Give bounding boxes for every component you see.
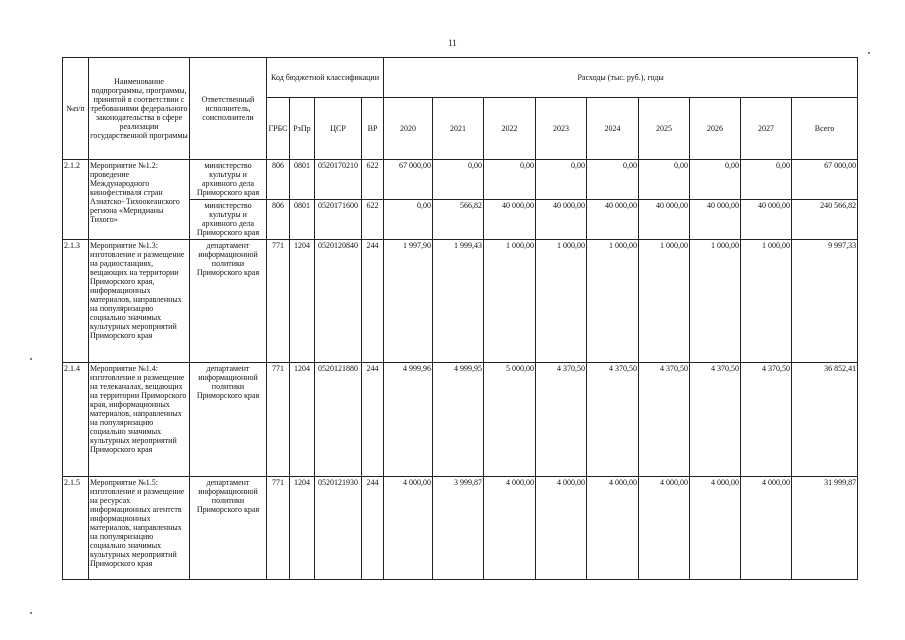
header-grbs: ГРБС [267,98,290,160]
row-value: 40 000,00 [639,200,690,240]
row-value: 4 370,50 [536,363,587,477]
row-value: 0,00 [484,160,536,200]
row-name: Мероприятие №1.3: изготовление и размещение на радиостанциях, вещающих на территории Приморского края, информационных материалов, направленных на популяризацию социально значимых культурных мероприятий Приморского края [89,240,190,363]
row-csr: 0520170210 [315,160,362,200]
row-vr: 622 [362,200,384,240]
header-expenses: Расходы (тыс. руб.), годы [384,58,858,98]
row-value: 1 999,43 [433,240,484,363]
row-total: 36 852,41 [792,363,858,477]
row-value: 4 370,50 [587,363,639,477]
header-year: 2025 [639,98,690,160]
row-vr: 244 [362,363,384,477]
scan-speck [868,52,870,54]
header-year: 2027 [741,98,792,160]
row-value: 40 000,00 [536,200,587,240]
row-value: 566,82 [433,200,484,240]
header-csr: ЦСР [315,98,362,160]
row-rzpr: 1204 [290,363,315,477]
header-year: 2026 [690,98,741,160]
budget-table [62,57,858,580]
row-value: 0,00 [384,200,433,240]
row-executor: министерство культуры и архивного дела Приморского края [190,160,267,200]
row-vr: 244 [362,477,384,580]
table-row [63,363,858,477]
header-year: 2021 [433,98,484,160]
row-value: 4 000,00 [690,477,741,580]
row-value: 4 370,50 [690,363,741,477]
row-num: 2.1.5 [63,477,89,580]
row-value: 5 000,00 [484,363,536,477]
row-name: Мероприятие №1.5: изготовление и размещение на ресурсах информационных агентств информационных материалов, направленных на популяризацию социально значимых культурных мероприятий Приморского края [89,477,190,580]
row-value: 0,00 [536,160,587,200]
row-grbs: 806 [267,160,290,200]
row-rzpr: 0801 [290,200,315,240]
row-grbs: 771 [267,477,290,580]
scan-speck [30,358,32,360]
header-year: 2024 [587,98,639,160]
row-value: 4 370,50 [741,363,792,477]
row-grbs: 806 [267,200,290,240]
header-executor: Ответственный исполнитель, соисполнители [190,58,267,160]
header-rzpr: РзПр [290,98,315,160]
row-value: 40 000,00 [484,200,536,240]
row-num: 2.1.4 [63,363,89,477]
page-number: 11 [448,38,457,48]
row-value: 1 000,00 [639,240,690,363]
header-num: №п/п [63,58,89,160]
row-total: 9 997,33 [792,240,858,363]
row-csr: 0520121930 [315,477,362,580]
row-vr: 244 [362,240,384,363]
row-rzpr: 1204 [290,477,315,580]
row-vr: 622 [362,160,384,200]
row-value: 40 000,00 [690,200,741,240]
header-total: Всего [792,98,858,160]
row-value: 1 000,00 [484,240,536,363]
row-executor: департамент информационной политики Приморского края [190,477,267,580]
row-executor: департамент информационной политики Приморского края [190,363,267,477]
row-value: 4 000,00 [484,477,536,580]
row-total: 31 999,87 [792,477,858,580]
row-value: 4 000,00 [639,477,690,580]
row-csr: 0520171600 [315,200,362,240]
table-row [63,240,858,363]
row-executor: министерство культуры и архивного дела Приморского края [190,200,267,240]
header-year: 2022 [484,98,536,160]
row-rzpr: 1204 [290,240,315,363]
row-num: 2.1.2 [63,160,89,240]
scan-speck [30,612,32,614]
row-value: 4 999,95 [433,363,484,477]
row-value: 0,00 [587,160,639,200]
row-value: 67 000,00 [384,160,433,200]
row-value: 1 000,00 [536,240,587,363]
header-year: 2023 [536,98,587,160]
row-value: 4 000,00 [384,477,433,580]
row-value: 0,00 [690,160,741,200]
row-value: 40 000,00 [587,200,639,240]
row-rzpr: 0801 [290,160,315,200]
row-value: 3 999,87 [433,477,484,580]
row-csr: 0520120840 [315,240,362,363]
row-name: Мероприятие №1.2: проведение Международного кинофестиваля стран Азиатско- Тихоокеанского региона «Меридианы Тихого» [89,160,190,240]
header-budget-code: Код бюджетной классификации [267,58,384,98]
row-grbs: 771 [267,240,290,363]
header-vr: ВР [362,98,384,160]
row-value: 4 370,50 [639,363,690,477]
row-grbs: 771 [267,363,290,477]
row-total: 67 000,00 [792,160,858,200]
row-value: 1 000,00 [741,240,792,363]
table-row [63,160,858,200]
table-row [63,477,858,580]
header-name: Наименование подпрограммы, программы, принятой в соответствии с требованиями федерального законодательства в сфере реализации государственной программы [89,58,190,160]
row-value: 4 000,00 [587,477,639,580]
header-year: 2020 [384,98,433,160]
row-value: 40 000,00 [741,200,792,240]
row-value: 4 000,00 [741,477,792,580]
row-value: 0,00 [639,160,690,200]
row-name: Мероприятие №1.4: изготовление и размещение на телеканалах, вещающих на территории Приморского края, информационных материалов, направленных на популяризацию социально значимых культурных мероприятий Приморского края [89,363,190,477]
row-total: 240 566,82 [792,200,858,240]
row-num: 2.1.3 [63,240,89,363]
row-value: 4 000,00 [536,477,587,580]
row-value: 1 000,00 [587,240,639,363]
row-value: 1 997,90 [384,240,433,363]
row-value: 0,00 [741,160,792,200]
row-value: 1 000,00 [690,240,741,363]
row-csr: 0520121880 [315,363,362,477]
row-executor: департамент информационной политики Приморского края [190,240,267,363]
row-value: 0,00 [433,160,484,200]
row-value: 4 999,96 [384,363,433,477]
